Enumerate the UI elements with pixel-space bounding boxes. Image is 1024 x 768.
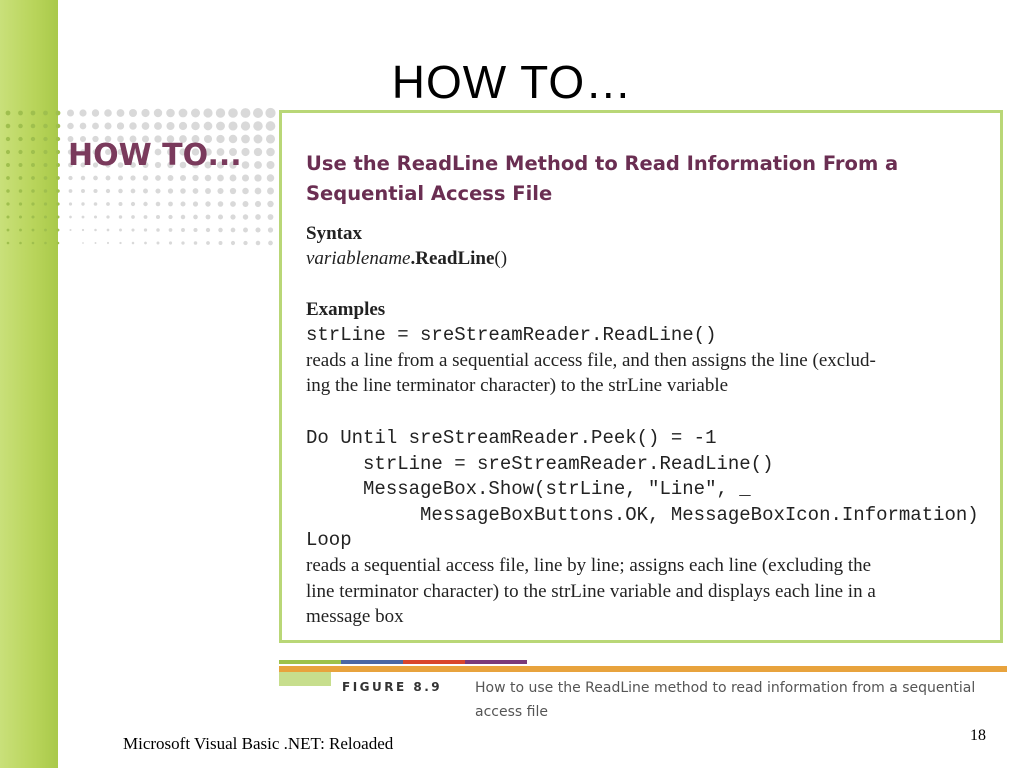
pattern-dot (104, 122, 111, 129)
bar-blue-segment (341, 660, 403, 664)
pattern-dot (181, 241, 184, 244)
pattern-dot (119, 215, 122, 218)
bar-green-segment (279, 660, 341, 664)
pattern-dot (230, 201, 236, 207)
pattern-dot (166, 109, 175, 118)
pattern-dot (43, 124, 48, 129)
pattern-dot (241, 108, 251, 118)
pattern-dot (19, 242, 22, 245)
pattern-dot (168, 202, 173, 207)
pattern-dot (56, 137, 60, 141)
pattern-dot (231, 228, 236, 233)
code-line: MessageBoxButtons.OK, MessageBoxIcon.Information) (306, 504, 979, 526)
pattern-dot (218, 201, 224, 207)
pattern-dot (154, 122, 162, 130)
pattern-dot (130, 175, 135, 180)
pattern-dot (166, 122, 174, 130)
pattern-dot (268, 227, 273, 232)
pattern-dot (32, 229, 35, 232)
pattern-dot (217, 188, 223, 194)
pattern-dot (44, 202, 47, 205)
pattern-dot (56, 150, 60, 154)
pattern-dot (266, 134, 275, 143)
pattern-dot (241, 121, 250, 130)
pattern-dot (6, 202, 9, 205)
pattern-dot (206, 241, 210, 245)
pattern-dot (205, 175, 211, 181)
pattern-dot (7, 229, 10, 232)
pattern-dot (228, 108, 238, 118)
pattern-dot (256, 241, 261, 246)
pattern-dot (44, 242, 47, 245)
bar-orange-line (279, 666, 1007, 672)
pattern-dot (156, 202, 161, 207)
pattern-dot (94, 229, 97, 232)
code-line: strLine = sreStreamReader.ReadLine() (306, 453, 774, 475)
pattern-dot (132, 242, 135, 245)
pattern-dot (169, 241, 172, 244)
pattern-dot (230, 188, 236, 194)
pattern-dot (119, 229, 122, 232)
pattern-dot (95, 242, 97, 244)
pattern-dot (94, 202, 98, 206)
pattern-dot (6, 137, 10, 141)
pattern-dot (68, 176, 72, 180)
pattern-dot (44, 163, 48, 167)
bar-lightgreen-block (279, 672, 331, 686)
example1-code: strLine = sreStreamReader.ReadLine() (306, 324, 717, 346)
pattern-dot (219, 241, 223, 245)
pattern-dot (155, 188, 160, 193)
pattern-dot (6, 163, 10, 167)
pattern-dot (32, 242, 35, 245)
pattern-dot (253, 121, 262, 130)
bar-purple-segment (465, 660, 527, 664)
pattern-dot (6, 111, 11, 116)
pattern-dot (181, 202, 186, 207)
pattern-dot (57, 242, 60, 245)
pattern-dot (254, 148, 262, 156)
example2-desc-line: reads a sequential access file, line by line; assigns each line (excluding the (306, 555, 872, 576)
pattern-dot (31, 163, 35, 167)
pattern-dot (81, 202, 84, 205)
pattern-dot (154, 109, 162, 117)
pattern-dot (143, 202, 147, 206)
pattern-dot (144, 228, 147, 231)
bar-red-segment (403, 660, 465, 664)
pattern-dot (56, 163, 60, 167)
pattern-dot (31, 150, 35, 154)
syntax-line (306, 246, 507, 271)
pattern-dot (255, 188, 262, 195)
pattern-dot (205, 201, 210, 206)
pattern-dot (43, 137, 47, 141)
pattern-dot (67, 110, 74, 117)
pattern-dot (168, 175, 174, 181)
slide-title: HOW TO… (391, 56, 633, 108)
example1-desc-line: reads a line from a sequential access file, and then assigns the line (exclud- (306, 350, 876, 371)
pattern-dot (93, 176, 98, 181)
pattern-dot (268, 241, 273, 246)
pattern-dot (43, 111, 48, 116)
pattern-dot (7, 242, 10, 245)
pattern-dot (106, 215, 109, 218)
example1-desc-line: ing the line terminator character) to the strLine variable (306, 375, 729, 396)
pattern-dot (217, 175, 224, 182)
pattern-dot (255, 201, 261, 207)
pattern-dot (107, 229, 110, 232)
pattern-dot (230, 214, 235, 219)
pattern-dot (156, 228, 160, 232)
pattern-dot (268, 214, 274, 220)
pattern-dot (19, 229, 22, 232)
pattern-dot (80, 123, 87, 130)
pattern-dot (267, 174, 274, 181)
pattern-dot (6, 124, 11, 129)
pattern-dot (267, 188, 274, 195)
figure-box (279, 110, 1003, 643)
pattern-dot (57, 229, 60, 232)
pattern-dot (180, 188, 186, 194)
pattern-dot (143, 175, 148, 180)
pattern-dot (31, 176, 35, 180)
pattern-dot (31, 202, 34, 205)
pattern-dot (18, 124, 23, 129)
pattern-dot (194, 241, 198, 245)
pattern-dot (266, 148, 275, 157)
pattern-dot (19, 176, 23, 180)
pattern-dot (119, 202, 123, 206)
decorative-dot-pattern (0, 105, 290, 255)
pattern-dot (205, 188, 211, 194)
pattern-dot (19, 215, 22, 218)
pattern-dot (230, 175, 237, 182)
pattern-dot (131, 228, 134, 231)
pattern-dot (67, 123, 73, 129)
pattern-dot (56, 176, 60, 180)
pattern-dot (92, 109, 99, 116)
syntax-method: .ReadLine (410, 248, 495, 269)
pattern-dot (56, 189, 60, 193)
pattern-dot (218, 214, 223, 219)
pattern-dot (129, 122, 136, 129)
pattern-dot (193, 188, 199, 194)
pattern-dot (203, 108, 212, 117)
pattern-dot (19, 163, 23, 167)
pattern-dot (117, 122, 124, 129)
syntax-label: Syntax (306, 223, 362, 244)
pattern-dot (193, 201, 198, 206)
pattern-dot (204, 122, 213, 131)
pattern-dot (82, 216, 85, 219)
pattern-dot (266, 121, 276, 131)
example2-desc-line: line terminator character) to the strLine variable and displays each line in a (306, 581, 876, 602)
pattern-dot (56, 215, 59, 218)
pattern-dot (6, 150, 10, 154)
pattern-dot (192, 175, 198, 181)
example2-desc-line: message box (306, 606, 404, 627)
figure-caption: How to use the ReadLine method to read information from a sequential access file (475, 680, 976, 720)
pattern-dot (179, 122, 187, 130)
pattern-dot (243, 214, 248, 219)
pattern-dot (31, 124, 36, 129)
pattern-dot (193, 215, 198, 220)
pattern-dot (242, 161, 250, 169)
pattern-dot (31, 215, 34, 218)
pattern-dot (93, 189, 97, 193)
pattern-dot (143, 189, 148, 194)
pattern-dot (242, 188, 249, 195)
pattern-dot (69, 189, 73, 193)
pattern-dot (69, 216, 72, 219)
figure-heading: Use the ReadLine Method to Read Information From a Sequential Access File (306, 152, 899, 205)
pattern-dot (142, 122, 150, 130)
pattern-dot (81, 189, 85, 193)
pattern-dot (243, 228, 248, 233)
howto-label: HOW TO... (68, 138, 242, 173)
pattern-dot (107, 242, 109, 244)
pattern-dot (206, 215, 211, 220)
pattern-dot (181, 215, 185, 219)
footer-text: Microsoft Visual Basic .NET: Reloaded (123, 734, 394, 753)
pattern-dot (168, 188, 173, 193)
syntax-variable: variablename (306, 248, 411, 269)
pattern-dot (206, 228, 210, 232)
pattern-dot (18, 111, 23, 116)
pattern-dot (104, 109, 112, 117)
pattern-dot (106, 202, 110, 206)
code-line: Loop (306, 529, 352, 551)
pattern-dot (94, 215, 97, 218)
pattern-dot (117, 109, 125, 117)
examples-label-line (306, 297, 385, 322)
pattern-dot (131, 202, 135, 206)
pattern-dot (118, 175, 123, 180)
pattern-dot (31, 111, 36, 116)
pattern-dot (179, 109, 188, 118)
pattern-dot (44, 189, 48, 193)
pattern-dot (6, 215, 9, 218)
examples-label: Examples (306, 299, 386, 320)
pattern-dot (267, 201, 273, 207)
pattern-dot (191, 109, 200, 118)
pattern-dot (118, 189, 123, 194)
pattern-dot (69, 202, 72, 205)
pattern-dot (254, 135, 263, 144)
pattern-dot (193, 228, 197, 232)
pattern-dot (119, 242, 121, 244)
pattern-dot (82, 229, 84, 231)
pattern-dot (56, 202, 59, 205)
pattern-dot (228, 121, 237, 130)
pattern-dot (255, 227, 260, 232)
pattern-dot (265, 108, 275, 118)
pattern-dot (43, 150, 47, 154)
pattern-dot (31, 137, 35, 141)
page-number: 18 (970, 727, 986, 744)
pattern-dot (106, 189, 110, 193)
pattern-dot (92, 123, 99, 130)
pattern-dot (169, 228, 173, 232)
pattern-dot (144, 215, 148, 219)
pattern-dot (82, 242, 84, 244)
pattern-dot (181, 228, 185, 232)
pattern-dot (156, 215, 160, 219)
pattern-dot (253, 108, 263, 118)
pattern-dot (254, 161, 262, 169)
pattern-dot (44, 176, 48, 180)
pattern-dot (168, 215, 172, 219)
pattern-dot (44, 215, 47, 218)
syntax-parens: () (494, 248, 508, 269)
code-line: MessageBox.Show(strLine, "Line", _ (306, 478, 751, 500)
pattern-dot (18, 150, 22, 154)
pattern-dot (243, 241, 247, 245)
pattern-dot (218, 228, 223, 233)
pattern-dot (69, 229, 71, 231)
pattern-dot (19, 189, 23, 193)
pattern-dot (129, 109, 137, 117)
pattern-dot (131, 215, 135, 219)
pattern-dot (31, 189, 35, 193)
pattern-dot (266, 161, 274, 169)
pattern-dot (216, 122, 225, 131)
figure-number: FIGURE 8.9 (342, 680, 443, 694)
pattern-dot (255, 214, 261, 220)
pattern-dot (231, 241, 235, 245)
pattern-dot (19, 202, 22, 205)
pattern-dot (141, 109, 149, 117)
pattern-dot (155, 175, 161, 181)
pattern-dot (144, 242, 147, 245)
pattern-dot (180, 175, 186, 181)
syntax-label-line (306, 221, 362, 246)
pattern-dot (131, 189, 136, 194)
pattern-dot (56, 111, 61, 116)
pattern-dot (81, 176, 85, 180)
pattern-dot (106, 176, 111, 181)
pattern-dot (242, 174, 249, 181)
pattern-dot (6, 176, 10, 180)
pattern-dot (56, 124, 61, 129)
pattern-dot (241, 148, 249, 156)
pattern-dot (254, 174, 261, 181)
pattern-dot (18, 137, 22, 141)
pattern-dot (79, 109, 86, 116)
pattern-dot (157, 242, 160, 245)
pattern-dot (241, 135, 250, 144)
pattern-dot (191, 122, 199, 130)
pattern-dot (216, 108, 225, 117)
pattern-dot (243, 201, 249, 207)
pattern-dot (44, 229, 47, 232)
pattern-dot (6, 189, 10, 193)
code-line: Do Until sreStreamReader.Peek() = -1 (306, 427, 717, 449)
